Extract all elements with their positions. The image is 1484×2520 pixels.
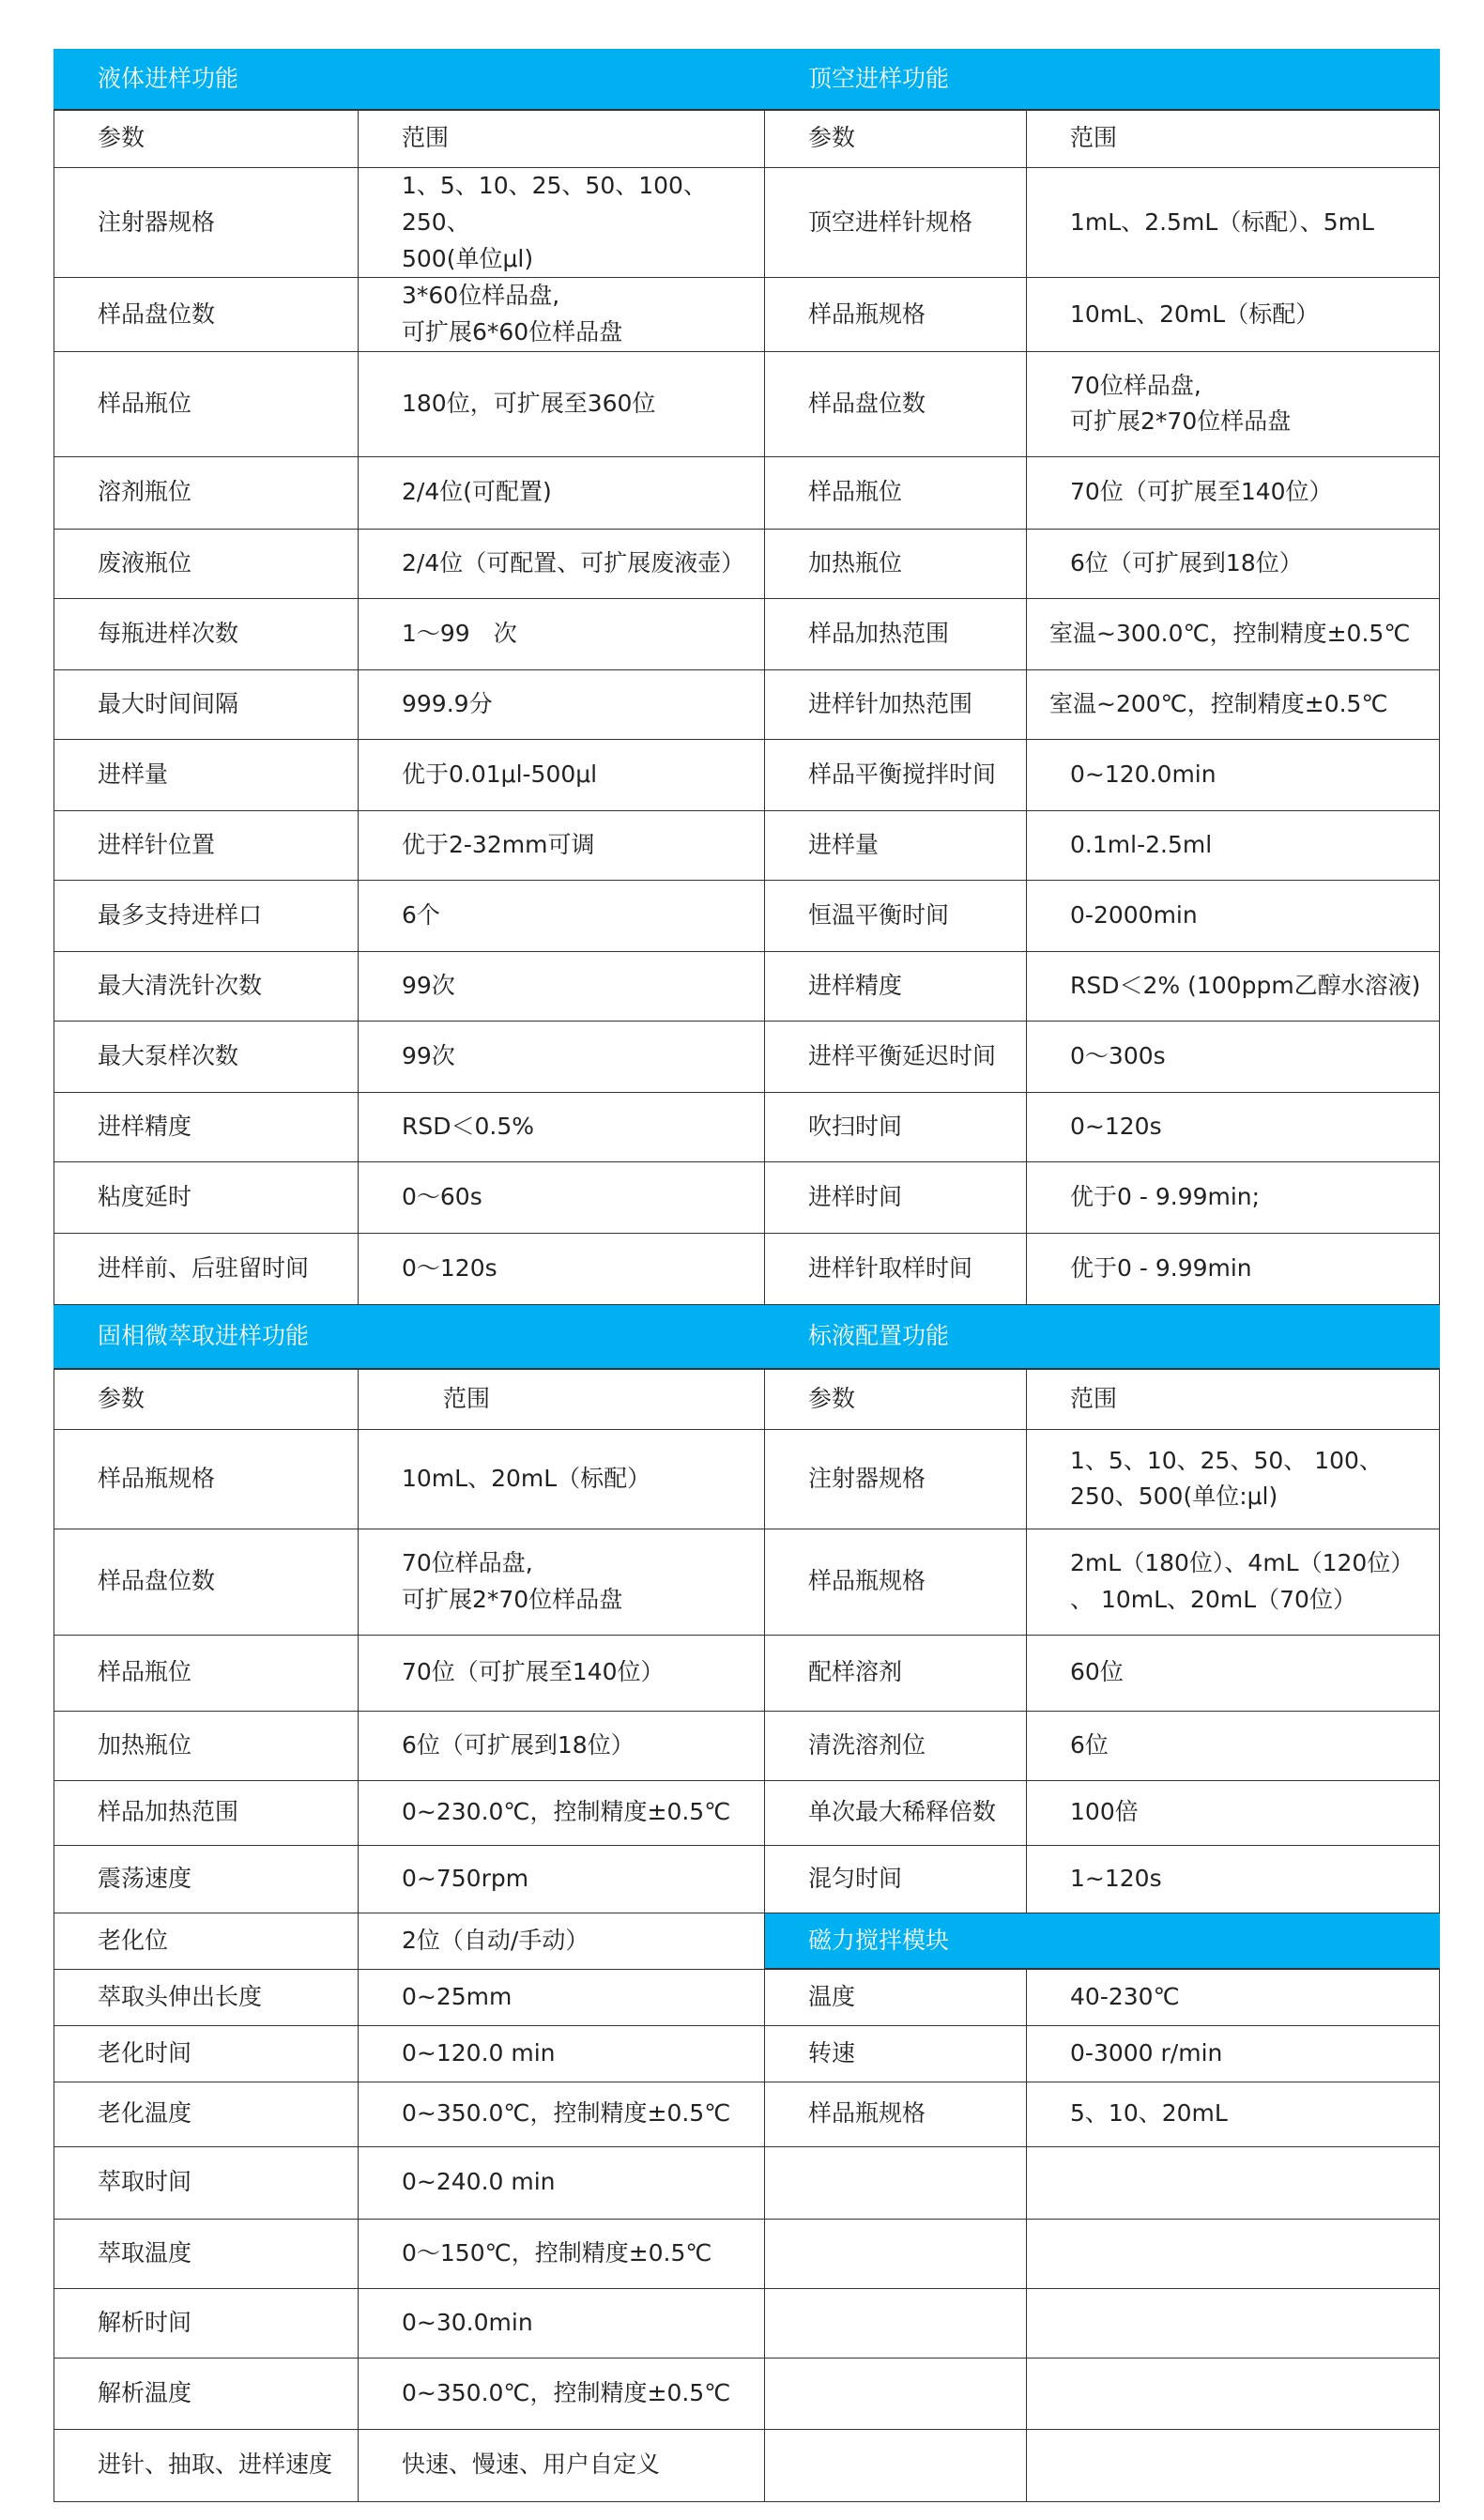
param-value: 6位（可扩展到18位）	[1027, 529, 1440, 598]
param-value: 40-230℃	[1027, 1969, 1440, 2025]
param-name: 进样量	[54, 739, 359, 810]
param-value: 100倍	[1027, 1780, 1440, 1845]
param-name: 进样针加热范围	[765, 669, 1027, 739]
param-name: 转速	[765, 2025, 1027, 2082]
param-value: 70位样品盘, 可扩展2*70位样品盘	[359, 1529, 765, 1635]
table-row	[54, 951, 1440, 1021]
param-name: 配样溶剂	[765, 1635, 1027, 1711]
param-name: 加热瓶位	[765, 529, 1027, 598]
param-name: 最多支持进样口	[54, 880, 359, 951]
column-header: 参数	[54, 110, 359, 168]
param-name: 老化时间	[54, 2025, 359, 2082]
param-value: 0～60s	[359, 1161, 765, 1233]
section-title-right: 标液配置功能	[765, 1304, 1440, 1369]
param-value: 0~750rpm	[359, 1845, 765, 1913]
param-name: 顶空进样针规格	[765, 168, 1027, 278]
table-row	[54, 1529, 1440, 1635]
param-value: 99次	[359, 951, 765, 1021]
param-name: 震荡速度	[54, 1845, 359, 1913]
param-name: 恒温平衡时间	[765, 880, 1027, 951]
param-value: RSD＜2% (100ppm乙醇水溶液)	[1027, 951, 1440, 1021]
param-name: 解析温度	[54, 2358, 359, 2429]
param-name: 样品瓶位	[765, 456, 1027, 529]
param-value: 0~120.0 min	[359, 2025, 765, 2082]
param-value: 室温~200℃，控制精度±0.5℃	[1027, 669, 1440, 739]
param-value: 2位（自动/手动）	[359, 1913, 765, 1969]
param-name: 最大时间间隔	[54, 669, 359, 739]
table-row	[54, 1711, 1440, 1780]
param-value: 180位，可扩展至360位	[359, 351, 765, 456]
param-value: 2mL（180位）、4mL（120位） 、 10mL、20mL（70位）	[1027, 1529, 1440, 1635]
param-name: 溶剂瓶位	[54, 456, 359, 529]
empty-cell	[1027, 2219, 1440, 2288]
table-row	[54, 1233, 1440, 1304]
table-row	[54, 810, 1440, 880]
empty-cell	[1027, 2146, 1440, 2219]
param-name: 样品瓶位	[54, 351, 359, 456]
section-title-left: 液体进样功能	[54, 50, 765, 110]
param-name: 样品瓶规格	[765, 278, 1027, 352]
param-name: 进样平衡延迟时间	[765, 1021, 1027, 1092]
param-value: 0~25mm	[359, 1969, 765, 2025]
param-value: 6个	[359, 880, 765, 951]
table-row	[54, 1092, 1440, 1161]
param-name: 样品平衡搅拌时间	[765, 739, 1027, 810]
param-value: 优于0 - 9.99min	[1027, 1233, 1440, 1304]
param-value: 1～99 次	[359, 598, 765, 669]
table-row	[54, 456, 1440, 529]
param-value: 1~120s	[1027, 1845, 1440, 1913]
param-name: 样品瓶规格	[765, 2082, 1027, 2146]
param-name: 样品盘位数	[765, 351, 1027, 456]
param-name: 最大清洗针次数	[54, 951, 359, 1021]
param-value: 1mL、2.5mL（标配）、5mL	[1027, 168, 1440, 278]
param-name: 样品瓶规格	[54, 1429, 359, 1529]
table-row	[54, 2219, 1440, 2288]
param-name: 进样精度	[765, 951, 1027, 1021]
param-value: 5、10、20mL	[1027, 2082, 1440, 2146]
table-row	[54, 1429, 1440, 1529]
table-row	[54, 2358, 1440, 2429]
empty-cell	[765, 2219, 1027, 2288]
param-value: 0~120s	[1027, 1092, 1440, 1161]
param-name: 样品加热范围	[765, 598, 1027, 669]
param-name: 进针、抽取、进样速度	[54, 2429, 359, 2501]
param-value: 0~230.0℃，控制精度±0.5℃	[359, 1780, 765, 1845]
table-row	[54, 2146, 1440, 2219]
param-name: 老化位	[54, 1913, 359, 1969]
param-name: 解析时间	[54, 2288, 359, 2358]
param-name: 进样前、后驻留时间	[54, 1233, 359, 1304]
section-title-left: 固相微萃取进样功能	[54, 1304, 765, 1369]
param-name: 温度	[765, 1969, 1027, 2025]
param-name: 老化温度	[54, 2082, 359, 2146]
param-name: 混匀时间	[765, 1845, 1027, 1913]
param-name: 萃取头伸出长度	[54, 1969, 359, 2025]
param-value: 70位（可扩展至140位）	[359, 1635, 765, 1711]
param-value: 快速、慢速、用户自定义	[359, 2429, 765, 2501]
column-header: 参数	[54, 1369, 359, 1429]
empty-cell	[765, 2429, 1027, 2501]
param-value: 999.9分	[359, 669, 765, 739]
table-row	[54, 168, 1440, 278]
param-name: 清洗溶剂位	[765, 1711, 1027, 1780]
param-name: 萃取时间	[54, 2146, 359, 2219]
param-name: 每瓶进样次数	[54, 598, 359, 669]
column-header: 参数	[765, 110, 1027, 168]
param-value: 0-2000min	[1027, 880, 1440, 951]
param-value: 0~350.0℃，控制精度±0.5℃	[359, 2082, 765, 2146]
param-name: 进样针取样时间	[765, 1233, 1027, 1304]
param-value: 0~240.0 min	[359, 2146, 765, 2219]
param-name: 单次最大稀释倍数	[765, 1780, 1027, 1845]
param-name: 注射器规格	[54, 168, 359, 278]
param-name: 样品加热范围	[54, 1780, 359, 1845]
table-row	[54, 1780, 1440, 1845]
param-value: 0~350.0℃，控制精度±0.5℃	[359, 2358, 765, 2429]
param-name: 最大泵样次数	[54, 1021, 359, 1092]
table-row	[54, 1969, 1440, 2025]
param-value: 70位（可扩展至140位）	[1027, 456, 1440, 529]
table-row	[54, 880, 1440, 951]
empty-cell	[765, 2146, 1027, 2219]
empty-cell	[1027, 2429, 1440, 2501]
param-value: 2/4位(可配置)	[359, 456, 765, 529]
param-value: 1、5、10、25、50、100、250、 500(单位μl)	[359, 168, 765, 278]
empty-cell	[765, 2288, 1027, 2358]
column-header-row	[54, 1369, 1440, 1429]
param-value: 10mL、20mL（标配）	[359, 1429, 765, 1529]
param-value: 70位样品盘, 可扩展2*70位样品盘	[1027, 351, 1440, 456]
param-name: 样品盘位数	[54, 1529, 359, 1635]
column-header: 范围	[1027, 1369, 1440, 1429]
param-value: 10mL、20mL（标配）	[1027, 278, 1440, 352]
param-name: 进样时间	[765, 1161, 1027, 1233]
column-header: 范围	[359, 1369, 765, 1429]
param-name: 注射器规格	[765, 1429, 1027, 1529]
table-row	[54, 351, 1440, 456]
table-row	[54, 669, 1440, 739]
param-value: 6位（可扩展到18位）	[359, 1711, 765, 1780]
param-value: 1、5、10、25、50、 100、 250、500(单位:μl)	[1027, 1429, 1440, 1529]
section-title-row	[54, 50, 1440, 110]
param-value: 0~120.0min	[1027, 739, 1440, 810]
param-value: 优于0 - 9.99min;	[1027, 1161, 1440, 1233]
column-header: 参数	[765, 1369, 1027, 1429]
spec-table	[54, 49, 1440, 2502]
param-value: 0.1ml-2.5ml	[1027, 810, 1440, 880]
table-row	[54, 739, 1440, 810]
param-value: 0～300s	[1027, 1021, 1440, 1092]
empty-cell	[765, 2358, 1027, 2429]
param-value: 3*60位样品盘, 可扩展6*60位样品盘	[359, 278, 765, 352]
param-value: 60位	[1027, 1635, 1440, 1711]
param-value: 优于2-32mm可调	[359, 810, 765, 880]
column-header: 范围	[1027, 110, 1440, 168]
param-name: 吹扫时间	[765, 1092, 1027, 1161]
param-value: 6位	[1027, 1711, 1440, 1780]
table-row	[54, 2429, 1440, 2501]
param-value: 0~30.0min	[359, 2288, 765, 2358]
param-value: 室温~300.0℃，控制精度±0.5℃	[1027, 598, 1440, 669]
table-row	[54, 2082, 1440, 2146]
param-name: 进样精度	[54, 1092, 359, 1161]
table-row	[54, 2288, 1440, 2358]
table-row	[54, 529, 1440, 598]
param-name: 粘度延时	[54, 1161, 359, 1233]
param-name: 进样量	[765, 810, 1027, 880]
param-value: 0～150℃，控制精度±0.5℃	[359, 2219, 765, 2288]
section-title-row	[54, 1304, 1440, 1369]
table-row	[54, 1635, 1440, 1711]
param-name: 样品盘位数	[54, 278, 359, 352]
param-name: 废液瓶位	[54, 529, 359, 598]
param-value: 0-3000 r/min	[1027, 2025, 1440, 2082]
subsection-title: 磁力搅拌模块	[765, 1913, 1440, 1969]
table-row	[54, 1161, 1440, 1233]
empty-cell	[1027, 2358, 1440, 2429]
table-row	[54, 1913, 1440, 1969]
param-name: 样品瓶规格	[765, 1529, 1027, 1635]
table-row	[54, 1845, 1440, 1913]
column-header-row	[54, 110, 1440, 168]
param-name: 进样针位置	[54, 810, 359, 880]
column-header: 范围	[359, 110, 765, 168]
param-value: 优于0.01μl-500μl	[359, 739, 765, 810]
param-name: 样品瓶位	[54, 1635, 359, 1711]
table-row	[54, 278, 1440, 352]
section-title-right: 顶空进样功能	[765, 50, 1440, 110]
param-name: 萃取温度	[54, 2219, 359, 2288]
param-value: 99次	[359, 1021, 765, 1092]
table-row	[54, 2025, 1440, 2082]
empty-cell	[1027, 2288, 1440, 2358]
table-row	[54, 1021, 1440, 1092]
param-name: 加热瓶位	[54, 1711, 359, 1780]
table-row	[54, 598, 1440, 669]
param-value: 0～120s	[359, 1233, 765, 1304]
param-value: RSD＜0.5%	[359, 1092, 765, 1161]
param-value: 2/4位（可配置、可扩展废液壶）	[359, 529, 765, 598]
